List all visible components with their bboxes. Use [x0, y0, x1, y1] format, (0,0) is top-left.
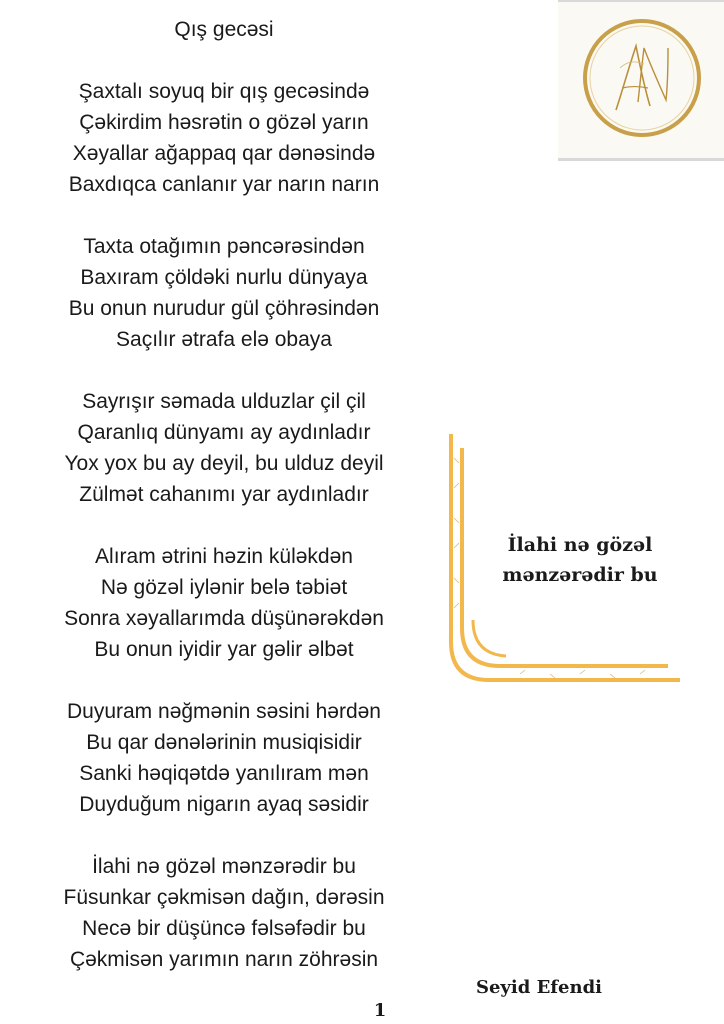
- poem-line: Duyuram nəğmənin səsini hərdən: [66, 700, 381, 723]
- poem-line: Nə gözəl iylənir belə təbiət: [100, 576, 348, 599]
- stanza: [0, 231, 448, 355]
- logo: [558, 0, 724, 161]
- poem-line: Alıram ətrini həzin küləkdən: [95, 545, 353, 568]
- stanza: [0, 76, 448, 200]
- poem-line: Sanki həqiqətdə yanılıram mən: [79, 762, 369, 785]
- poem-line: Saçılır ətrafa elə obaya: [116, 328, 332, 351]
- sidebar-quote-line: mənzərədir bu: [502, 564, 658, 586]
- poem-title: Qış gecəsi: [174, 18, 274, 41]
- poem-line: Bu qar dənələrinin musiqisidir: [86, 731, 362, 754]
- poem-line: Necə bir düşüncə fəlsəfədir bu: [82, 917, 366, 940]
- stanza: [0, 851, 448, 975]
- poem-line: Zülmət cahanımı yar aydınladır: [79, 483, 369, 506]
- monogram-logo-icon: [558, 2, 724, 158]
- sidebar-quote-line: İlahi nə gözəl: [507, 534, 653, 556]
- page-number: 1: [373, 1000, 387, 1021]
- stanza: [0, 541, 448, 665]
- poem-line: Yox yox bu ay deyil, bu ulduz deyil: [64, 452, 384, 475]
- poem-line: Qaranlıq dünyamı ay aydınladır: [77, 421, 371, 444]
- sidebar-quote: [490, 530, 670, 590]
- poem-line: Şaxtalı soyuq bir qış gecəsində: [78, 80, 370, 103]
- poem-line: Duyduğum nigarın ayaq səsidir: [79, 793, 369, 816]
- poem-line: Taxta otağımın pəncərəsindən: [83, 235, 365, 258]
- poem-line: Çəkirdim həsrətin o gözəl yarın: [79, 111, 369, 134]
- poem: [0, 14, 448, 1006]
- poem-line: Sayrışır səmada ulduzlar çil çil: [82, 390, 366, 413]
- poem-line: Bu onun nurudur gül çöhrəsindən: [68, 297, 380, 320]
- poem-line: Bu onun iyidir yar gəlir əlbət: [94, 638, 354, 661]
- poem-line: Baxıram çöldəki nurlu dünyaya: [80, 266, 368, 289]
- poem-line: İlahi nə gözəl mənzərədir bu: [92, 855, 356, 878]
- poem-line: Xəyallar ağappaq qar dənəsində: [72, 142, 376, 165]
- poem-line: Baxdıqca canlanır yar narın narın: [68, 173, 380, 196]
- stanza: [0, 696, 448, 820]
- poem-line: Çəkmisən yarımın narın zöhrəsin: [69, 948, 379, 971]
- poem-line: Sonra xəyallarımda düşünərəkdən: [64, 607, 384, 630]
- poem-line: Füsunkar çəkmisən dağın, dərəsin: [63, 886, 385, 909]
- stanza: [0, 386, 448, 510]
- author-name: Seyid Efendi: [475, 977, 603, 998]
